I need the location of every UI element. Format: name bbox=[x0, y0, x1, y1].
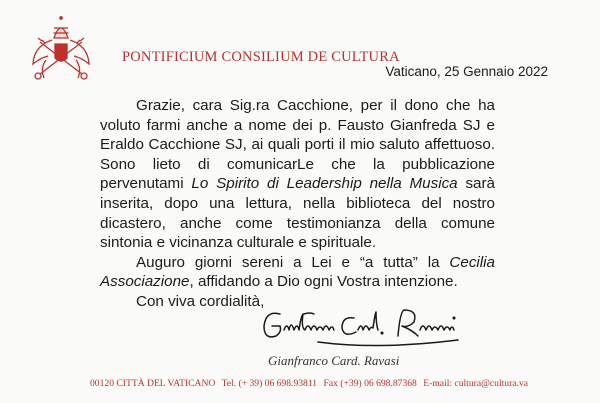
letter-paragraph-2 bbox=[100, 253, 495, 292]
paragraph-1-text-end: sarà inserita, dopo una lettura, nella biblioteca del nostro dicastero, anche come testimonianza della comune sintonia e vicinanza culturale e spirituale. bbox=[100, 175, 496, 252]
paragraph-2-text-start: Auguro giorni sereni a Lei e “a tutta” la bbox=[136, 253, 450, 271]
letter-closing: Con viva cordialità, bbox=[136, 292, 265, 310]
association-name: Cecilia Associazione bbox=[100, 253, 495, 291]
footer-address: 00120 CITTÀ DEL VATICANO bbox=[90, 378, 216, 389]
footer-telephone: Tel. (+ 39) 06 698.93811 bbox=[221, 378, 318, 389]
signatory-name: Gianfranco Card. Ravasi bbox=[268, 353, 400, 368]
letter-paragraph-1 bbox=[100, 96, 495, 253]
footer-fax: Fax (+39) 06 698.87368 bbox=[323, 378, 417, 389]
paragraph-2-text-end: , affidando a Dio ogni Vostra intenzione. bbox=[189, 273, 458, 291]
footer-email: E-mail: cultura@cultura.va bbox=[423, 378, 528, 389]
papal-coat-of-arms-icon bbox=[30, 16, 92, 82]
letter-date: Vaticano, 25 Gennaio 2022 bbox=[385, 64, 548, 79]
paragraph-1-text-start: Grazie, cara Sig.ra Cacchione, per il dono che ha voluto farmi anche a nome dei p. Fausto Gianfreda SJ e Eraldo Cacchione SJ, ai quali porti il mio saluto affettuoso. Sono lieto di comunicarLe che la pubblicazione pervenutami bbox=[100, 97, 495, 193]
publication-title: Lo Spirito di Leadership nella Musica bbox=[191, 175, 458, 193]
organization-letterhead: PONTIFICIUM CONSILIUM DE CULTURA bbox=[122, 49, 400, 65]
letterhead-footer bbox=[90, 378, 590, 389]
handwritten-signature bbox=[258, 300, 508, 354]
letter-body bbox=[100, 96, 495, 312]
